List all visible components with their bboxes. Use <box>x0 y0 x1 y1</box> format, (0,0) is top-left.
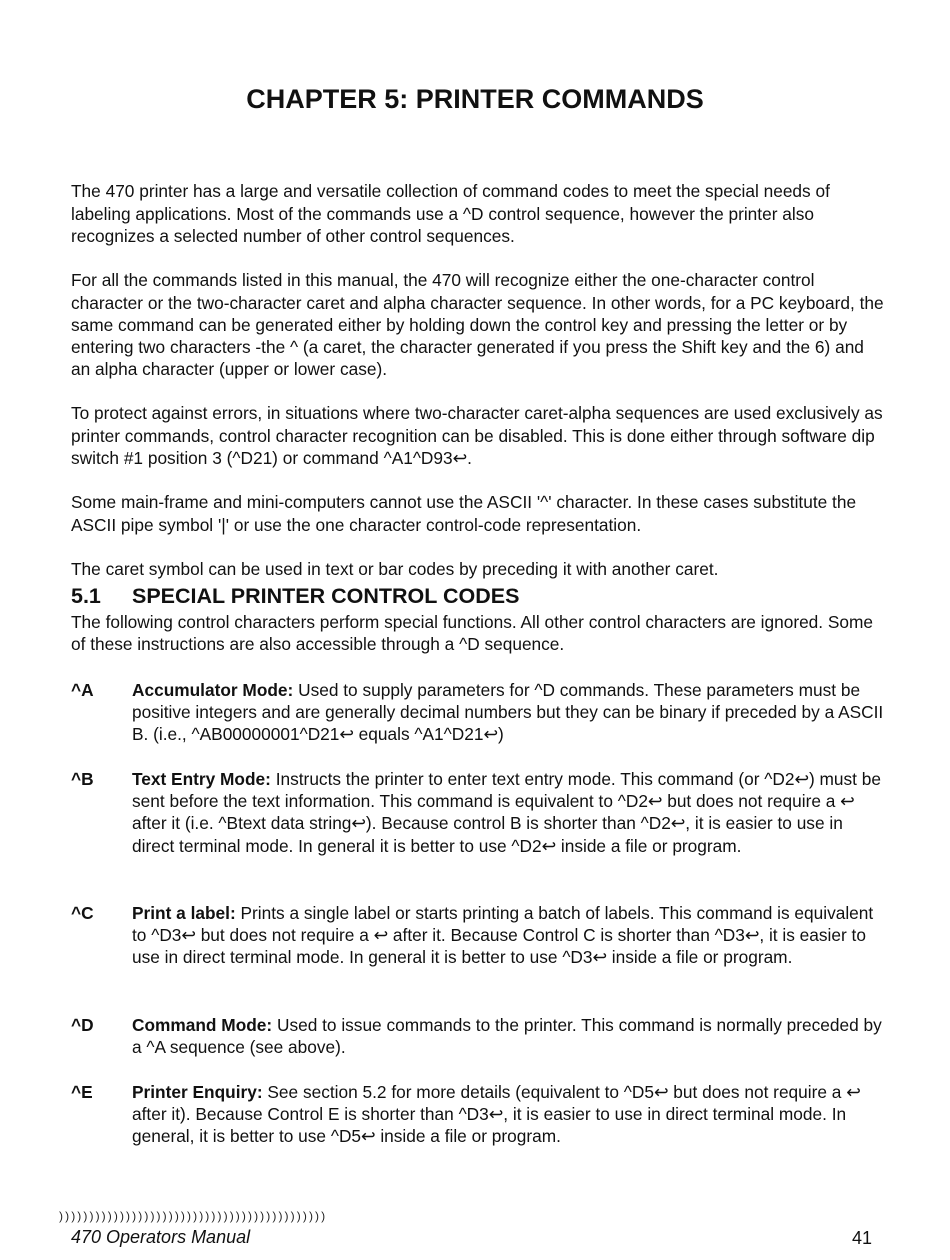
protection-paragraph: To protect against errors, in situations where two-character caret-alpha sequences are used exclusively as printer commands, control character recognition can be disabled. This is done either through software dip switch #1 position 3 (^D21) or command ^A1^D93↩. <box>71 403 883 468</box>
command-code: ^B <box>71 769 94 789</box>
command-description <box>132 1081 886 1148</box>
command-entry-c <box>71 902 886 969</box>
section-title: SPECIAL PRINTER CONTROL CODES <box>132 584 520 608</box>
footer-decoration: )))))))))))))))))))))))))))))))))))))))))))) <box>59 1209 328 1223</box>
footer-manual-title: 470 Operators Manual <box>71 1227 251 1247</box>
command-code: ^D <box>71 1015 94 1035</box>
command-text: See section 5.2 for more details (equivalent to ^D5↩ but does not require a ↩ after it). Because Control E is shorter than ^D3↩, it is easier to use in direct terminal mode. In general, it is better to use ^D5↩ inside a file or program. <box>132 1082 861 1147</box>
command-description <box>132 768 886 857</box>
command-description <box>132 679 886 746</box>
command-name: Printer Enquiry: <box>132 1082 263 1102</box>
command-code: ^A <box>71 680 94 700</box>
section-intro: The following control characters perform special functions. All other control characters are ignored. Some of these instructions are also accessible through a ^D sequence. <box>71 612 874 655</box>
recognition-paragraph: For all the commands listed in this manual, the 470 will recognize either the one-character control character or the two-character caret and alpha character sequence. In other words, for a PC keyboard, the same command can be generated either by holding down the control key and pressing the letter or by entering two characters -the ^ (a caret, the character generated if you press the Shift key and the 6) and an alpha character (upper or lower case). <box>71 270 884 380</box>
caret-paragraph: The caret symbol can be used in text or bar codes by preceding it with another caret. <box>71 559 719 580</box>
command-description <box>132 1014 886 1058</box>
command-text: Instructs the printer to enter text entry mode. This command (or ^D2↩) must be sent before the text information. This command is equivalent to ^D2↩ but does not require a ↩ after it (i.e. ^Btext data string↩). Because control B is shorter than ^D2↩, it is easier to use in direct terminal mode. In general it is better to use ^D2↩ inside a file or program. <box>132 769 881 856</box>
command-code: ^C <box>71 903 94 923</box>
command-name: Command Mode: <box>132 1015 273 1035</box>
command-text: Used to supply parameters for ^D commands. These parameters must be positive integers and are generally decimal numbers but they can be binary if preceded by a ASCII B. (i.e., ^AB00000001^D21↩ equals ^A1^D21↩) <box>132 680 884 745</box>
command-entry-d <box>71 1014 886 1058</box>
intro-paragraph: The 470 printer has a large and versatile collection of command codes to meet the special needs of labeling applications. Most of the commands use a ^D control sequence, however the printer also recognizes a selected number of other control sequences. <box>71 181 830 246</box>
page-number: 41 <box>851 1228 872 1248</box>
chapter-title: CHAPTER 5: PRINTER COMMANDS <box>246 84 704 114</box>
command-name: Accumulator Mode: <box>132 680 294 700</box>
command-code: ^E <box>71 1082 93 1102</box>
command-entry-e <box>71 1081 886 1148</box>
command-name: Text Entry Mode: <box>132 769 271 789</box>
command-text: Used to issue commands to the printer. This command is normally preceded by a ^A sequence (see above). <box>132 1015 882 1058</box>
command-text: Prints a single label or starts printing a batch of labels. This command is equivalent to ^D3↩ but does not require a ↩ after it. Because Control C is shorter than ^D3↩, it is easier to use in direct terminal mode. In general it is better to use ^D3↩ inside a file or program. <box>132 903 874 968</box>
command-description <box>132 902 886 969</box>
section-number: 5.1 <box>71 584 101 608</box>
ascii-paragraph: Some main-frame and mini-computers cannot use the ASCII '^' character. In these cases substitute the ASCII pipe symbol '|' or use the one character control-code representation. <box>71 492 857 535</box>
section-heading <box>71 584 519 609</box>
command-entry-a <box>71 679 886 746</box>
command-name: Print a label: <box>132 903 236 923</box>
command-entry-b <box>71 768 886 857</box>
